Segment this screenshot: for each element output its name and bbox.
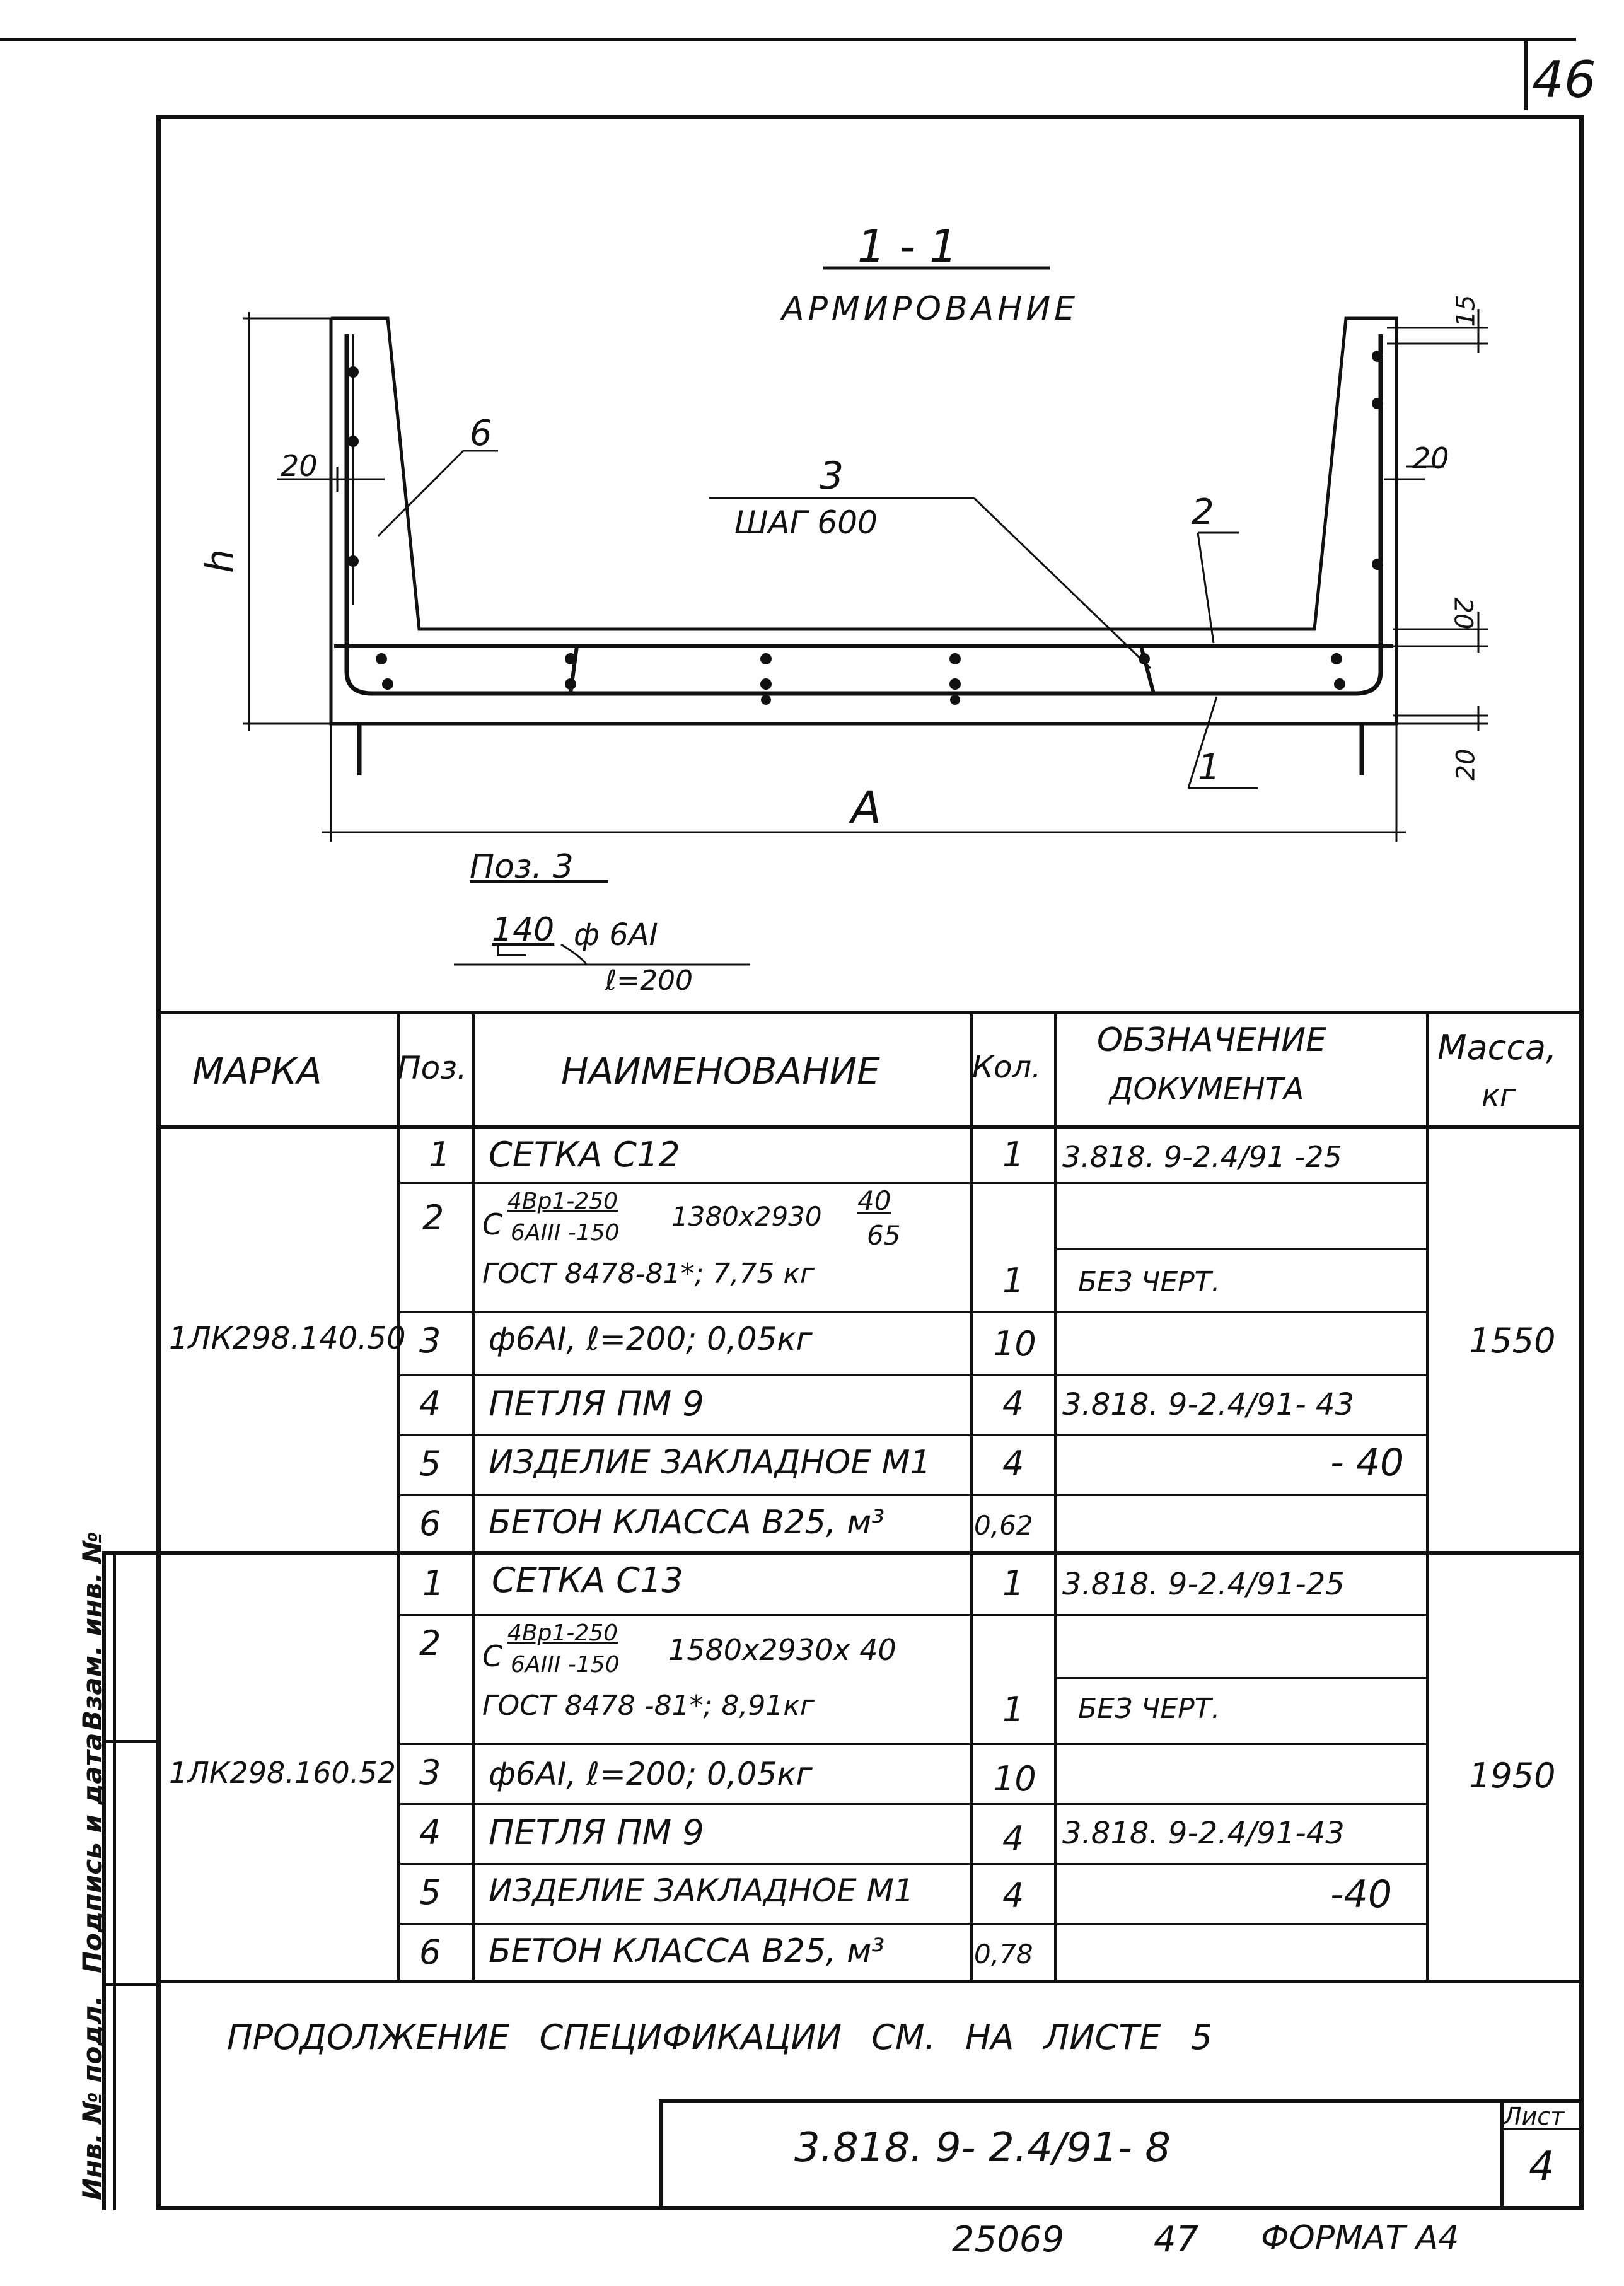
g1r2-mid: 1380х2930: [671, 1201, 822, 1232]
sheet-number: 46: [1532, 50, 1596, 109]
g2r5-poz: 5: [419, 1872, 441, 1912]
poz3-length: 140: [492, 911, 555, 949]
header-mass-2: кг: [1482, 1078, 1516, 1113]
col-doc: [1426, 1011, 1429, 1981]
table-bottom: [156, 1980, 1584, 1983]
g1r4-kol: 4: [1002, 1384, 1024, 1424]
g1r2-doc: БЕЗ ЧЕРТ.: [1078, 1266, 1221, 1298]
g1r6-kol: 0,62: [974, 1510, 1033, 1541]
g1r4-poz: 4: [419, 1384, 441, 1424]
dim-20-right: 20: [1412, 441, 1449, 475]
g2r1-poz: 1: [422, 1564, 444, 1603]
col-kol: [1054, 1011, 1057, 1981]
group2-mass: 1950: [1469, 1756, 1556, 1796]
g1r2-poz: 2: [422, 1198, 444, 1238]
row-line: [397, 1863, 1428, 1865]
g1r2-pre: С: [482, 1207, 503, 1241]
g2r1-kol: 1: [1002, 1564, 1024, 1603]
side-stamp-top: [102, 1551, 156, 1555]
poz3-l: ℓ=200: [605, 965, 693, 997]
header-doc-1: ОБЗНАЧЕНИЕ: [1097, 1021, 1326, 1059]
g2r1-name: СЕТКА С13: [492, 1560, 683, 1600]
g2r2-mid: 1580х2930х 40: [668, 1633, 896, 1667]
stamp-left: [659, 2099, 663, 2210]
g2r4-poz: 4: [419, 1813, 441, 1852]
row-line: [397, 1434, 1428, 1436]
group1-mass: 1550: [1469, 1321, 1556, 1361]
dim-h: h: [198, 548, 243, 574]
side-div-1: [102, 1740, 156, 1743]
g2r4-kol: 4: [1002, 1819, 1024, 1859]
callout-3-text: ШАГ 600: [734, 504, 878, 541]
row-line: [397, 1743, 1428, 1745]
stamp-doc-code: 3.818. 9- 2.4/91- 8: [794, 2125, 1171, 2171]
footer-num1: 25069: [952, 2219, 1065, 2260]
g2r3-kol: 10: [993, 1759, 1036, 1799]
side-div-2: [102, 1983, 156, 1986]
header-poz: Поз.: [397, 1050, 467, 1086]
row-line: [397, 1311, 1428, 1313]
header-marka: МАРКА: [192, 1050, 322, 1093]
row-line: [397, 1182, 1428, 1184]
g1r6-name: БЕТОН КЛАССА В25, м³: [489, 1504, 885, 1541]
g2r3-name: ф6АI, ℓ=200; 0,05кг: [489, 1756, 813, 1792]
table-top: [156, 1011, 1584, 1014]
g2r1-doc: 3.818. 9-2.4/91-25: [1062, 1567, 1345, 1602]
g2r6-kol: 0,78: [974, 1939, 1033, 1970]
stamp-list-label: Лист: [1504, 2103, 1565, 2130]
g1r1-doc: 3.818. 9-2.4/91 -25: [1062, 1140, 1342, 1174]
callout-3-number: 3: [820, 454, 844, 498]
g1r2-frac-bot: 6АIII -150: [511, 1220, 620, 1246]
g2r2-pre: С: [482, 1639, 503, 1673]
g1r1-kol: 1: [1002, 1135, 1024, 1175]
section-label: 1 - 1: [857, 221, 958, 272]
stamp-top: [659, 2099, 1584, 2103]
group-divider: [156, 1551, 1584, 1555]
footer-num2: 47: [1154, 2219, 1199, 2260]
g1r1-name: СЕТКА С12: [489, 1135, 680, 1175]
position-6: 6: [470, 413, 492, 454]
dim-A: A: [851, 782, 881, 833]
g2r5-kol: 4: [1002, 1876, 1024, 1915]
row-line: [397, 1614, 1428, 1616]
g1r2-frac-top: 4Вр1-250: [508, 1188, 618, 1214]
g1r4-doc: 3.818. 9-2.4/91- 43: [1062, 1387, 1355, 1422]
poz3-bar: ф 6АI: [574, 917, 658, 953]
stamp-list-number: 4: [1529, 2144, 1555, 2190]
g1r2-frac2-top: 40: [857, 1185, 891, 1216]
poz3-title: Поз. 3: [470, 848, 574, 886]
section-title: АРМИРОВАНИЕ: [782, 290, 1079, 328]
g1r4-name: ПЕТЛЯ ПМ 9: [489, 1384, 704, 1424]
header-name: НАИМЕНОВАНИЕ: [561, 1050, 880, 1093]
position-1: 1: [1198, 747, 1221, 788]
g1r1-poz: 1: [429, 1135, 451, 1175]
g2r2-poz: 2: [419, 1623, 441, 1663]
col-marka: [397, 1011, 400, 1981]
g2r2-doc: БЕЗ ЧЕРТ.: [1078, 1693, 1221, 1725]
g1r2-kol: 1: [1002, 1261, 1024, 1301]
g2r6-name: БЕТОН КЛАССА В25, м³: [489, 1932, 885, 1970]
g1r3-poz: 3: [419, 1321, 441, 1361]
g2r5-doc: -40: [1330, 1872, 1392, 1917]
g2r2-name2: ГОСТ 8478 -81*; 8,91кг: [482, 1690, 815, 1722]
continuation-note: ПРОДОЛЖЕНИЕ СПЕЦИФИКАЦИИ СМ. НА ЛИСТЕ 5: [227, 2017, 1212, 2057]
g2r2-frac-bot: 6АIII -150: [511, 1652, 620, 1678]
row-line: [397, 1923, 1428, 1925]
row-line: [397, 1803, 1428, 1805]
header-mass-1: Масса,: [1437, 1028, 1557, 1067]
group1-marka: 1ЛК298.140.50: [169, 1321, 406, 1356]
g1r2-name2: ГОСТ 8478-81*; 7,75 кг: [482, 1258, 815, 1290]
side-inner-col: [113, 1551, 116, 2210]
g2r4-name: ПЕТЛЯ ПМ 9: [489, 1813, 704, 1852]
col-poz: [472, 1011, 475, 1981]
side-vzam: Взам. инв. №: [77, 1531, 108, 1731]
header-kol: Кол.: [972, 1050, 1041, 1085]
side-inv-podl: Инв. № подл.: [77, 1995, 108, 2200]
g2r6-poz: 6: [419, 1932, 441, 1972]
header-doc-2: ДОКУМЕНТА: [1110, 1072, 1304, 1107]
row-line: [397, 1374, 1428, 1376]
dim-20-mid: 20: [1448, 597, 1478, 630]
col-name: [970, 1011, 973, 1981]
row-line: [397, 1494, 1428, 1496]
g1r5-name: ИЗДЕЛИЕ ЗАКЛАДНОЕ М1: [489, 1444, 931, 1482]
dim-20-left: 20: [281, 449, 318, 483]
g2r3-poz: 3: [419, 1753, 441, 1792]
g1r2-frac2-bot: 65: [867, 1220, 901, 1251]
header-bottom: [156, 1125, 1584, 1129]
g1r5-kol: 4: [1002, 1444, 1024, 1483]
row-line: [1054, 1677, 1428, 1679]
g2r5-name: ИЗДЕЛИЕ ЗАКЛАДНОЕ М1: [489, 1872, 914, 1909]
g1r5-doc: - 40: [1330, 1441, 1405, 1485]
g2r4-doc: 3.818. 9-2.4/91-43: [1062, 1816, 1345, 1851]
footer-format: ФОРМАТ А4: [1261, 2219, 1459, 2257]
g1r6-poz: 6: [419, 1504, 441, 1543]
g2r2-kol: 1: [1002, 1690, 1024, 1729]
g1r3-name: ф6АI, ℓ=200; 0,05кг: [489, 1321, 813, 1357]
group2-marka: 1ЛК298.160.52: [169, 1756, 396, 1790]
position-2: 2: [1192, 492, 1214, 533]
g1r5-poz: 5: [419, 1444, 441, 1483]
row-line: [1054, 1248, 1428, 1250]
side-podpis: Подпись и дата: [77, 1732, 108, 1973]
g2r2-frac-top: 4Вр1-250: [508, 1620, 618, 1646]
g1r3-kol: 10: [993, 1324, 1036, 1364]
dim-20-bottom: 20: [1451, 748, 1481, 781]
dim-15: 15: [1451, 294, 1481, 327]
